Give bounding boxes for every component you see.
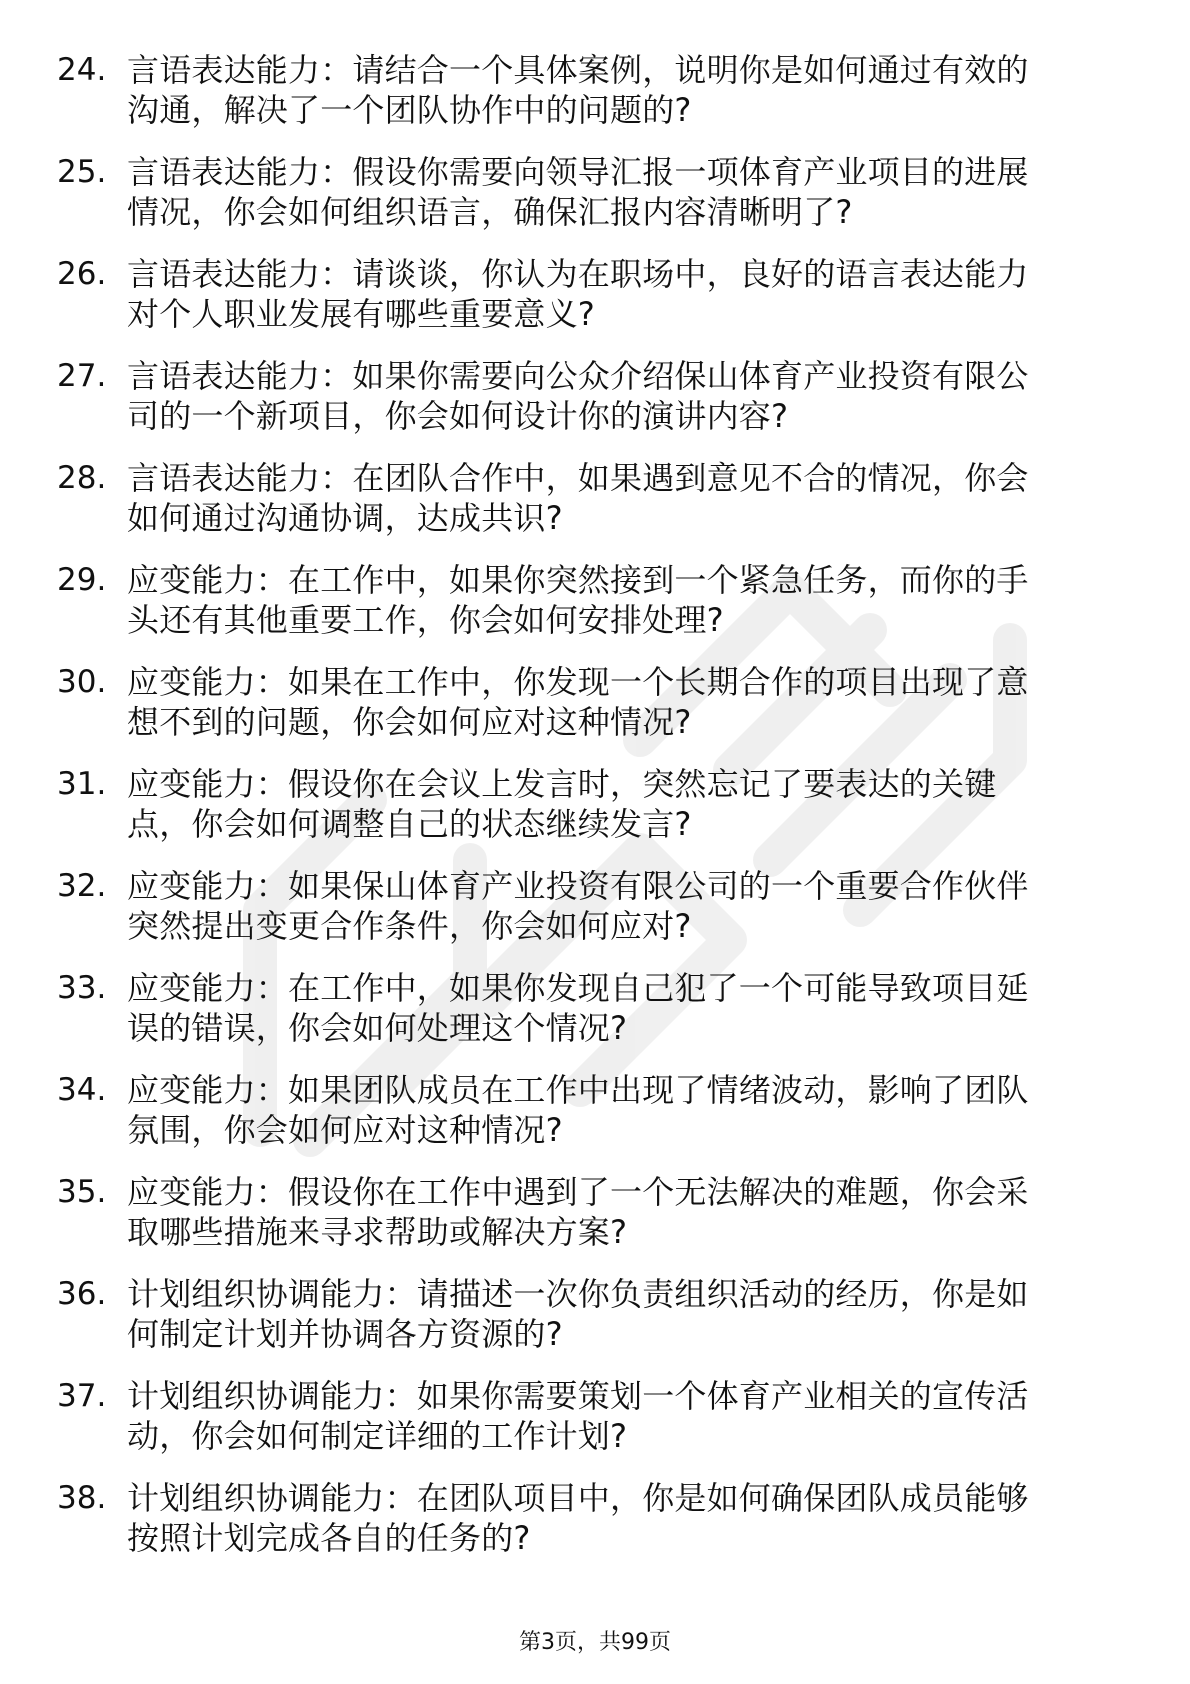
question-text <box>127 1172 1117 1252</box>
question-line: 言语表达能力：请结合一个具体案例，说明你是如何通过有效的 <box>127 51 1029 89</box>
question-number: 35. <box>57 1174 107 1210</box>
question-item <box>0 1478 1190 1580</box>
question-text <box>127 764 1117 844</box>
question-line: 司的一个新项目，你会如何设计你的演讲内容? <box>127 397 789 435</box>
question-item <box>0 866 1190 968</box>
question-line: 突然提出变更合作条件，你会如何应对? <box>127 907 692 945</box>
question-number: 32. <box>57 868 107 904</box>
question-number: 36. <box>57 1276 107 1312</box>
question-line: 计划组织协调能力：如果你需要策划一个体育产业相关的宣传活 <box>127 1377 1029 1415</box>
question-item <box>0 458 1190 560</box>
question-line: 应变能力：在工作中，如果你突然接到一个紧急任务，而你的手 <box>127 561 1029 599</box>
question-line: 计划组织协调能力：在团队项目中，你是如何确保团队成员能够 <box>127 1479 1029 1517</box>
question-text <box>127 458 1117 538</box>
question-item <box>0 1274 1190 1376</box>
question-number: 28. <box>57 460 107 496</box>
question-number: 27. <box>57 358 107 394</box>
question-text <box>127 662 1117 742</box>
question-item <box>0 1070 1190 1172</box>
page-number: 第3页，共99页 <box>519 1630 671 1655</box>
question-text <box>127 968 1117 1048</box>
question-line: 取哪些措施来寻求帮助或解决方案? <box>127 1213 628 1251</box>
question-number: 30. <box>57 664 107 700</box>
question-line: 应变能力：假设你在会议上发言时，突然忘记了要表达的关键 <box>127 765 997 803</box>
question-line: 按照计划完成各自的任务的? <box>127 1519 531 1557</box>
question-text <box>127 1376 1117 1456</box>
question-line: 何制定计划并协调各方资源的? <box>127 1315 563 1353</box>
question-item <box>0 152 1190 254</box>
question-list <box>0 50 1190 1580</box>
question-line: 言语表达能力：假设你需要向领导汇报一项体育产业项目的进展 <box>127 153 1029 191</box>
question-line: 动，你会如何制定详细的工作计划? <box>127 1417 628 1455</box>
question-line: 情况，你会如何组织语言，确保汇报内容清晰明了? <box>127 193 853 231</box>
question-line: 对个人职业发展有哪些重要意义? <box>127 295 595 333</box>
question-text <box>127 1478 1117 1558</box>
question-number: 37. <box>57 1378 107 1414</box>
question-number: 29. <box>57 562 107 598</box>
question-item <box>0 662 1190 764</box>
question-item <box>0 356 1190 458</box>
question-text <box>127 356 1117 436</box>
question-line: 言语表达能力：请谈谈，你认为在职场中，良好的语言表达能力 <box>127 255 1029 293</box>
question-line: 言语表达能力：如果你需要向公众介绍保山体育产业投资有限公 <box>127 357 1029 395</box>
question-item <box>0 764 1190 866</box>
question-text <box>127 1070 1117 1150</box>
question-item <box>0 560 1190 662</box>
question-line: 应变能力：如果团队成员在工作中出现了情绪波动，影响了团队 <box>127 1071 1029 1109</box>
question-number: 31. <box>57 766 107 802</box>
question-item <box>0 1172 1190 1274</box>
question-line: 应变能力：如果保山体育产业投资有限公司的一个重要合作伙伴 <box>127 867 1029 905</box>
question-item <box>0 50 1190 152</box>
question-item <box>0 968 1190 1070</box>
question-number: 24. <box>57 52 107 88</box>
question-line: 言语表达能力：在团队合作中，如果遇到意见不合的情况，你会 <box>127 459 1029 497</box>
question-number: 34. <box>57 1072 107 1108</box>
question-line: 应变能力：在工作中，如果你发现自己犯了一个可能导致项目延 <box>127 969 1029 1007</box>
question-text <box>127 560 1117 640</box>
question-line: 计划组织协调能力：请描述一次你负责组织活动的经历，你是如 <box>127 1275 1029 1313</box>
question-number: 25. <box>57 154 107 190</box>
question-number: 33. <box>57 970 107 1006</box>
question-line: 应变能力：假设你在工作中遇到了一个无法解决的难题，你会采 <box>127 1173 1029 1211</box>
question-line: 想不到的问题，你会如何应对这种情况? <box>127 703 692 741</box>
question-text <box>127 152 1117 232</box>
question-text <box>127 1274 1117 1354</box>
question-line: 如何通过沟通协调，达成共识? <box>127 499 563 537</box>
question-number: 38. <box>57 1480 107 1516</box>
question-item <box>0 254 1190 356</box>
question-line: 点，你会如何调整自己的状态继续发言? <box>127 805 692 843</box>
question-line: 应变能力：如果在工作中，你发现一个长期合作的项目出现了意 <box>127 663 1029 701</box>
question-text <box>127 866 1117 946</box>
question-number: 26. <box>57 256 107 292</box>
question-text <box>127 50 1117 130</box>
question-item <box>0 1376 1190 1478</box>
question-text <box>127 254 1117 334</box>
question-line: 头还有其他重要工作，你会如何安排处理? <box>127 601 724 639</box>
question-line: 误的错误，你会如何处理这个情况? <box>127 1009 628 1047</box>
question-line: 氛围，你会如何应对这种情况? <box>127 1111 563 1149</box>
question-line: 沟通，解决了一个团队协作中的问题的? <box>127 91 692 129</box>
